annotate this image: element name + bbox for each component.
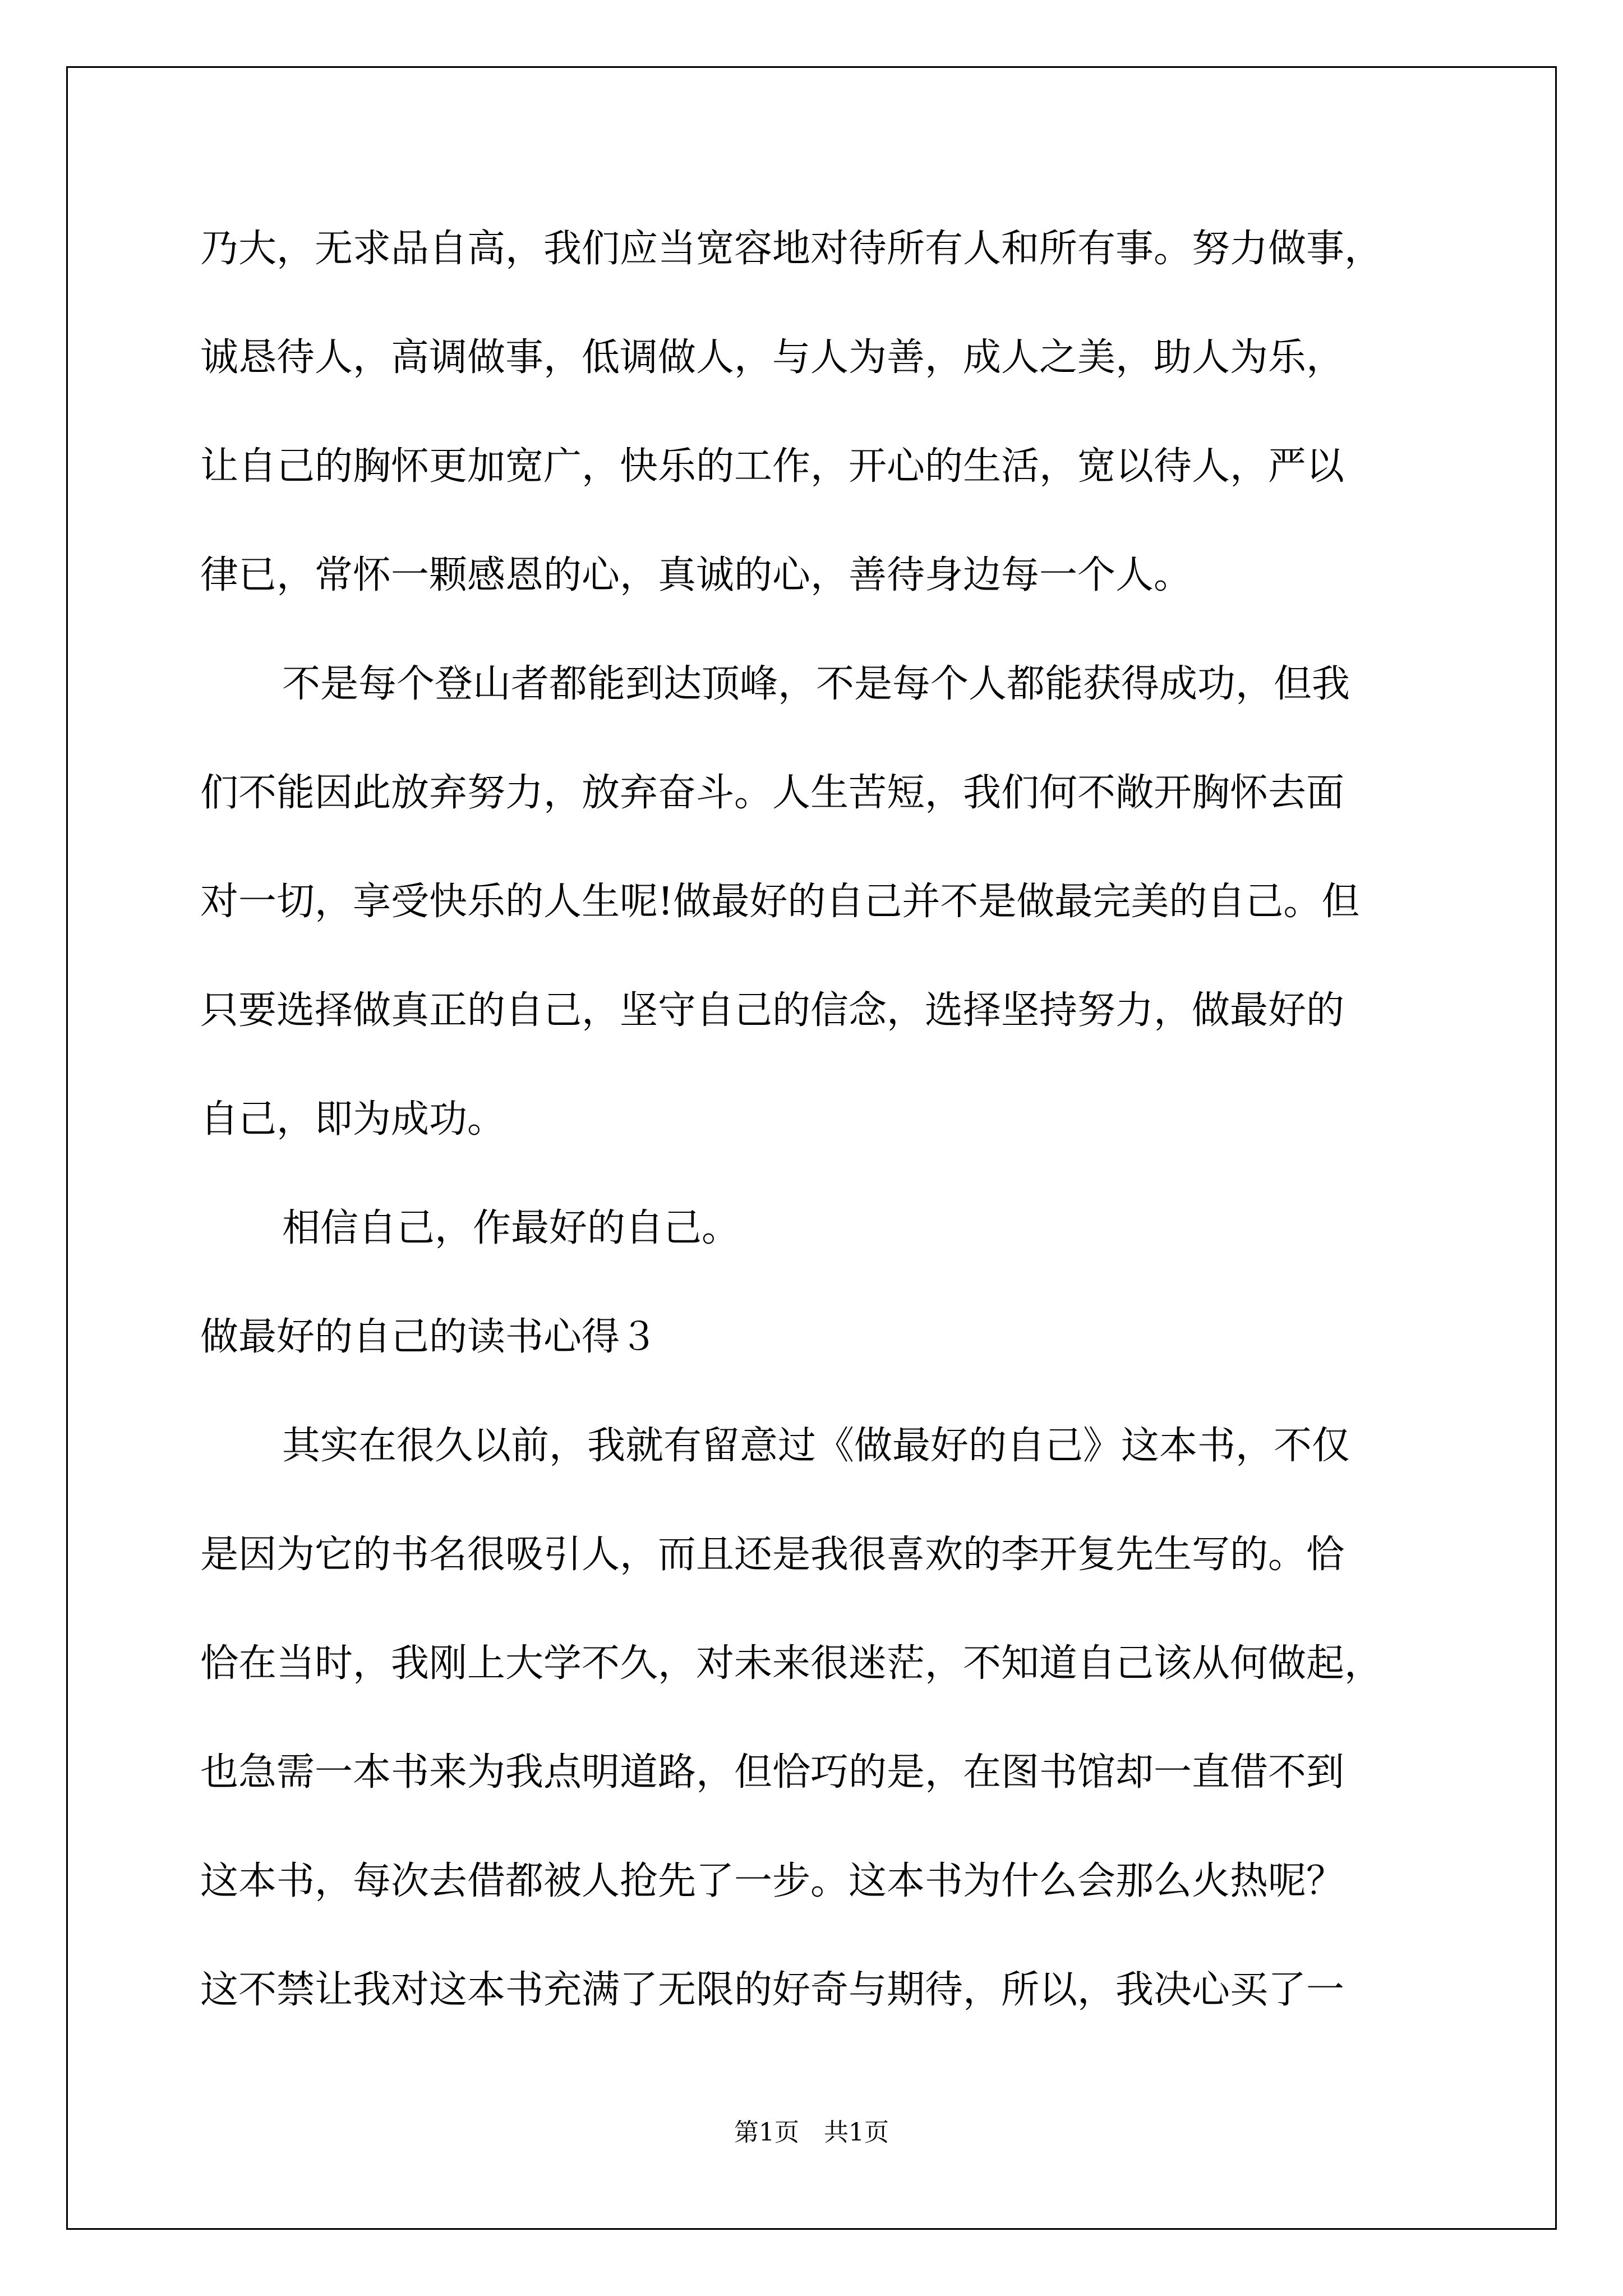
paragraph-line: 其实在很久以前，我就有留意过《做最好的自己》这本书，不仅 (282, 1424, 1350, 1468)
paragraph-line: 恰在当时，我刚上大学不久，对未来很迷茫，不知道自己该从何做起， (200, 1641, 1383, 1686)
paragraph-line: 自己，即为成功。 (200, 1097, 506, 1142)
paragraph-line: 乃大，无求品自高，我们应当宽容地对待所有人和所有事。努力做事， (200, 227, 1383, 271)
section-heading: 做最好的自己的读书心得３ (200, 1315, 658, 1359)
paragraph-line: 让自己的胸怀更加宽广，快乐的工作，开心的生活，宽以待人，严以 (200, 444, 1345, 489)
paragraph-line: 诚恳待人，高调做事，低调做人，与人为善，成人之美，助人为乐， (200, 335, 1345, 380)
page-number-footer: 第1页 共1页 (734, 2118, 889, 2147)
paragraph-line: 这本书，每次去借都被人抢先了一步。这本书为什么会那么火热呢？ (200, 1859, 1345, 1903)
paragraph-line: 是因为它的书名很吸引人，而且还是我很喜欢的李开复先生写的。恰 (200, 1533, 1345, 1577)
paragraph-line: 对一切，享受快乐的人生呢!做最好的自己并不是做最完美的自己。但 (200, 880, 1360, 924)
page-border (66, 66, 1557, 2230)
paragraph-line: 也急需一本书来为我点明道路，但恰巧的是，在图书馆却一直借不到 (200, 1750, 1345, 1795)
paragraph-line: 这不禁让我对这本书充满了无限的好奇与期待，所以，我决心买了一 (200, 1968, 1345, 2012)
paragraph-line: 不是每个登山者都能到达顶峰，不是每个人都能获得成功，但我 (282, 662, 1350, 706)
paragraph-line: 们不能因此放弃努力，放弃奋斗。人生苦短，我们何不敞开胸怀去面 (200, 771, 1345, 815)
paragraph-line: 律已，常怀一颗感恩的心，真诚的心，善待身边每一个人。 (200, 553, 1192, 597)
paragraph-line: 只要选择做真正的自己，坚守自己的信念，选择坚持努力，做最好的 (200, 988, 1345, 1033)
paragraph-line: 相信自己，作最好的自己。 (282, 1206, 740, 1250)
